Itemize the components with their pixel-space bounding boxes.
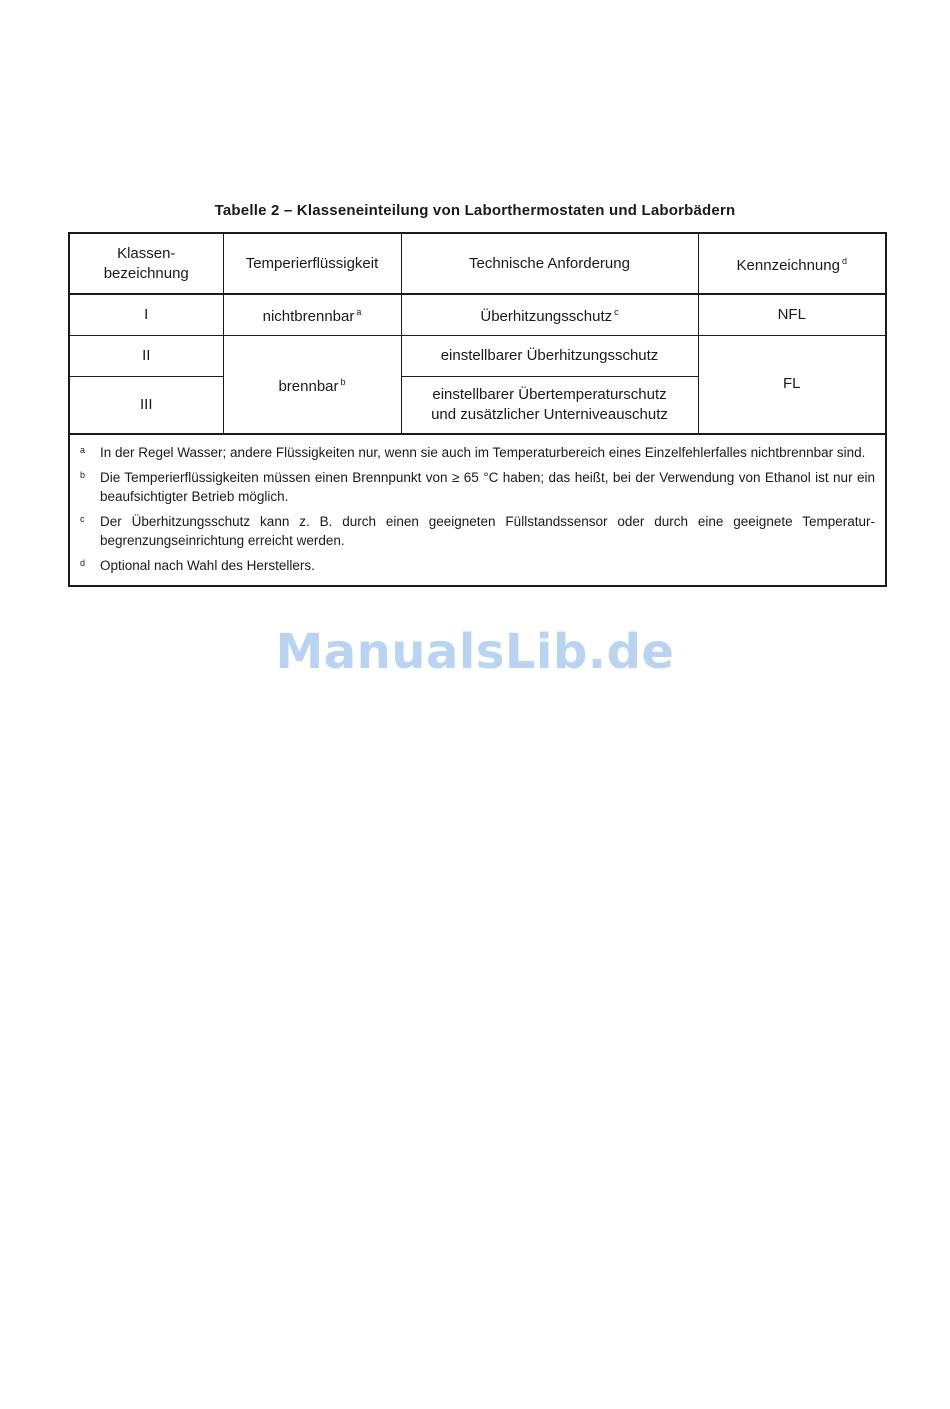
footnote-mark: d (80, 558, 86, 568)
header-marking (698, 233, 886, 294)
header-marking-label: Kennzeichnung (736, 257, 840, 274)
row1-fluid-label: nichtbrennbar (262, 308, 355, 326)
footnote-b (80, 468, 875, 506)
footnote-text: Optional nach Wahl des Herstellers. (100, 558, 315, 573)
footnote-ref-b: b (340, 376, 346, 387)
footnote-c (80, 512, 875, 550)
table-row (69, 294, 886, 335)
header-class (69, 233, 223, 294)
header-class-line2: bezeichnung (103, 264, 189, 282)
row3-requirement (401, 376, 698, 434)
footnotes (69, 434, 886, 586)
header-requirement: Technische Anforderung (401, 233, 698, 294)
table-header-row (69, 233, 886, 294)
row2-fluid (223, 335, 401, 434)
footnote-ref-d: d (841, 256, 847, 266)
row1-requirement (401, 294, 698, 335)
footnote-text: In der Regel Wasser; andere Flüssigkeiten nur, wenn sie auch im Temperaturbereich eines Einzelfehlerfalles nichtbrennbar sind. (100, 445, 866, 460)
footnote-ref-a: a (356, 307, 362, 318)
row1-marking: NFL (698, 294, 886, 335)
row1-fluid (223, 294, 401, 335)
row1-class: I (69, 294, 223, 335)
footnote-text: Der Überhitzungsschutz kann z. B. durch einen geeigneten Füllstandssensor oder durch eine geeignete Temperatur-begrenzungseinrichtung erreicht werden. (100, 514, 875, 548)
footnotes-row (69, 434, 886, 586)
footnote-mark: c (80, 514, 85, 524)
row1-requirement-label: Überhitzungsschutz (480, 308, 613, 326)
footnote-mark: b (80, 470, 86, 480)
footnote-text: Die Temperierflüssigkeiten müssen einen Brennpunkt von ≥ 65 °C haben; das heißt, bei der Verwendung von Ethanol ist nur ein beaufsichtigter Betrieb möglich. (100, 470, 875, 504)
header-class-line1: Klassen- (117, 244, 176, 262)
row3-class: III (69, 376, 223, 434)
table-row (69, 335, 886, 376)
header-fluid: Temperierflüssigkeit (223, 233, 401, 294)
footnote-ref-c: c (614, 307, 619, 318)
watermark: ManualsLib.de (275, 624, 675, 680)
row2-requirement: einstellbarer Überhitzungsschutz (401, 335, 698, 376)
footnote-a (80, 443, 875, 462)
row3-requirement-line1: einstellbarer Übertemperaturschutz (432, 385, 667, 403)
footnote-d (80, 556, 875, 575)
classification-table (68, 232, 887, 587)
row2-fluid-label: brennbar (278, 377, 339, 395)
row3-requirement-line2: und zusätzlicher Unterniveauschutz (431, 405, 668, 423)
row2-class: II (69, 335, 223, 376)
footnote-mark: a (80, 445, 86, 455)
table-caption: Tabelle 2 – Klasseneinteilung von Laborthermostaten und Laborbädern (214, 202, 736, 219)
row2-marking: FL (698, 335, 886, 434)
